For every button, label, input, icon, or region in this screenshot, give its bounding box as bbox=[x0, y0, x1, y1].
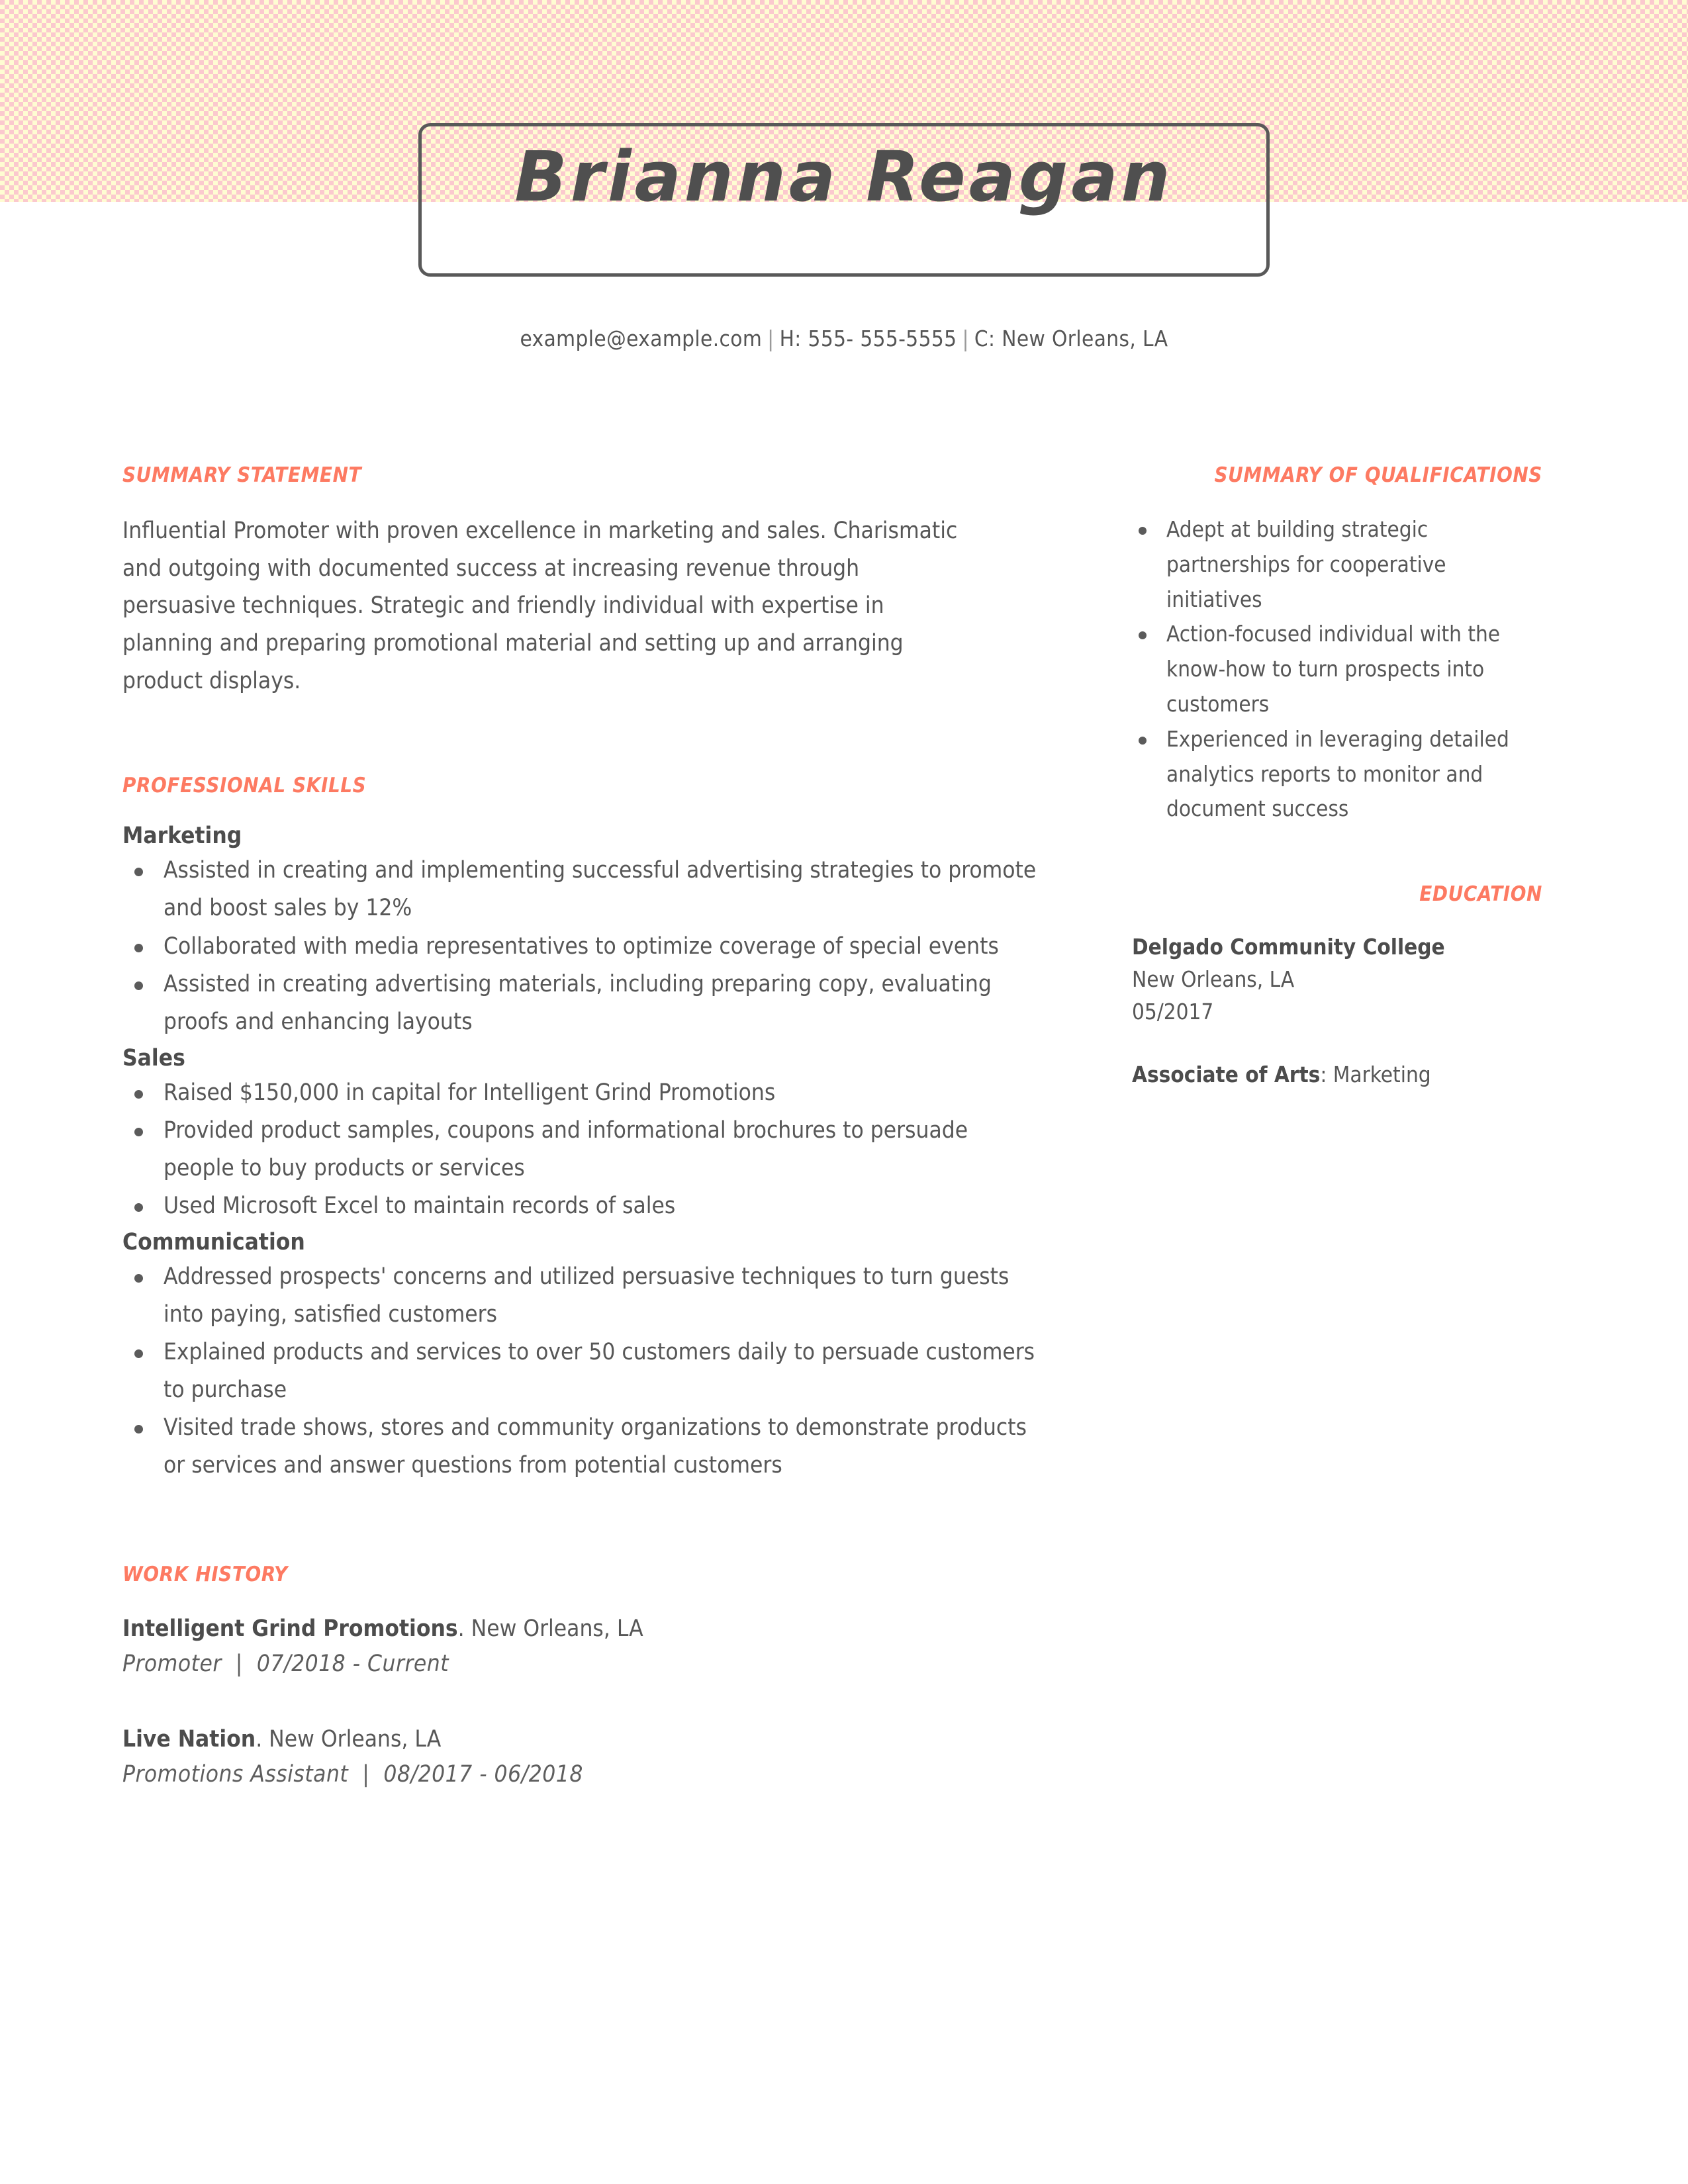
spacer bbox=[122, 700, 1043, 774]
contact-email: example@example.com bbox=[520, 326, 763, 351]
spacer bbox=[1132, 831, 1542, 882]
contact-location: C: New Orleans, LA bbox=[974, 326, 1168, 351]
skill-group-title-sales: Sales bbox=[122, 1044, 185, 1071]
job-role-title: Promotions Assistant bbox=[122, 1760, 349, 1788]
section-title-professional-skills: PROFESSIONAL SKILLS bbox=[122, 774, 367, 798]
skill-list-sales bbox=[122, 1074, 1043, 1225]
education-location: New Orleans, LA bbox=[1132, 966, 1295, 992]
section-title-summary-statement: SUMMARY STATEMENT bbox=[122, 463, 362, 487]
job-organization-line bbox=[122, 1722, 1043, 1757]
skill-list-communication bbox=[122, 1258, 1043, 1484]
contact-separator-2: | bbox=[962, 326, 969, 351]
section-summary-of-qualifications bbox=[1132, 463, 1542, 827]
section-education bbox=[1132, 882, 1542, 1091]
list-item: Adept at building strategic partnerships for cooperative initiatives bbox=[1132, 512, 1542, 617]
list-item: Addressed prospects' concerns and utilized persuasive techniques to turn guests into paying, satisfied customers bbox=[122, 1258, 1043, 1334]
list-item: Visited trade shows, stores and community organizations to demonstrate products or services and answer questions from potential customers bbox=[122, 1409, 1043, 1484]
section-summary-statement bbox=[122, 463, 1043, 700]
education-degree-line bbox=[1132, 1059, 1542, 1091]
spacer bbox=[122, 1488, 1043, 1563]
work-history-entry bbox=[122, 1612, 1043, 1681]
job-dates: 07/2018 - Current bbox=[256, 1650, 449, 1677]
job-role-line bbox=[122, 1757, 1043, 1792]
job-dates: 08/2017 - 06/2018 bbox=[383, 1760, 583, 1788]
list-item: Provided product samples, coupons and informational brochures to persuade people to buy products or services bbox=[122, 1112, 1043, 1187]
job-organization-name: Intelligent Grind Promotions bbox=[122, 1615, 458, 1643]
list-item: Assisted in creating and implementing successful advertising strategies to promote and boost sales by 12% bbox=[122, 852, 1043, 927]
list-item: Action-focused individual with the know-how to turn prospects into customers bbox=[1132, 617, 1542, 721]
job-location: . New Orleans, LA bbox=[256, 1726, 442, 1753]
list-item: Raised $150,000 in capital for Intelligent Grind Promotions bbox=[122, 1074, 1043, 1112]
section-work-history bbox=[122, 1563, 1043, 1792]
left-column bbox=[122, 463, 1043, 1833]
list-item: Assisted in creating advertising materials, including preparing copy, evaluating proofs and enhancing layouts bbox=[122, 966, 1043, 1041]
contact-phone: H: 555- 555-5555 bbox=[779, 326, 957, 351]
list-item: Experienced in leveraging detailed analytics reports to monitor and document success bbox=[1132, 722, 1542, 827]
name-box bbox=[418, 123, 1270, 277]
section-title-work-history: WORK HISTORY bbox=[122, 1563, 288, 1587]
job-organization-name: Live Nation bbox=[122, 1726, 256, 1753]
education-degree: Associate of Arts bbox=[1132, 1061, 1321, 1087]
job-separator: | bbox=[235, 1650, 243, 1677]
section-title-education: EDUCATION bbox=[1419, 882, 1542, 907]
qualifications-list bbox=[1132, 512, 1542, 827]
job-organization-line bbox=[122, 1612, 1043, 1647]
job-role-line bbox=[122, 1647, 1043, 1682]
job-separator: | bbox=[362, 1760, 370, 1788]
work-history-entry bbox=[122, 1722, 1043, 1792]
list-item: Explained products and services to over 50 customers daily to persuade customers to purchase bbox=[122, 1334, 1043, 1409]
right-column bbox=[1132, 463, 1542, 1091]
summary-statement-text: Influential Promoter with proven excellence in marketing and sales. Charismatic and outgoing with documented success at increasing revenue through persuasive techniques. Strategic and friendly individual with expertise in planning and preparing promotional material and setting up and arranging product displays. bbox=[122, 518, 958, 694]
education-date: 05/2017 bbox=[1132, 998, 1214, 1024]
page-title: Brianna Reagan bbox=[514, 136, 1174, 217]
job-location: . New Orleans, LA bbox=[457, 1615, 643, 1643]
section-professional-skills bbox=[122, 774, 1043, 1484]
job-role-title: Promoter bbox=[122, 1650, 222, 1677]
education-degree-detail: : Marketing bbox=[1320, 1061, 1431, 1087]
skill-list-marketing bbox=[122, 852, 1043, 1040]
skill-group-title-marketing: Marketing bbox=[122, 823, 242, 850]
spacer bbox=[1132, 1028, 1542, 1059]
skill-group-title-communication: Communication bbox=[122, 1228, 305, 1255]
list-item: Collaborated with media representatives to optimize coverage of special events bbox=[122, 928, 1043, 966]
contact-line bbox=[0, 326, 1688, 351]
education-school: Delgado Community College bbox=[1132, 934, 1445, 960]
list-item: Used Microsoft Excel to maintain records of sales bbox=[122, 1187, 1043, 1225]
contact-separator-1: | bbox=[767, 326, 774, 351]
section-title-summary-of-qualifications: SUMMARY OF QUALIFICATIONS bbox=[1214, 463, 1542, 487]
